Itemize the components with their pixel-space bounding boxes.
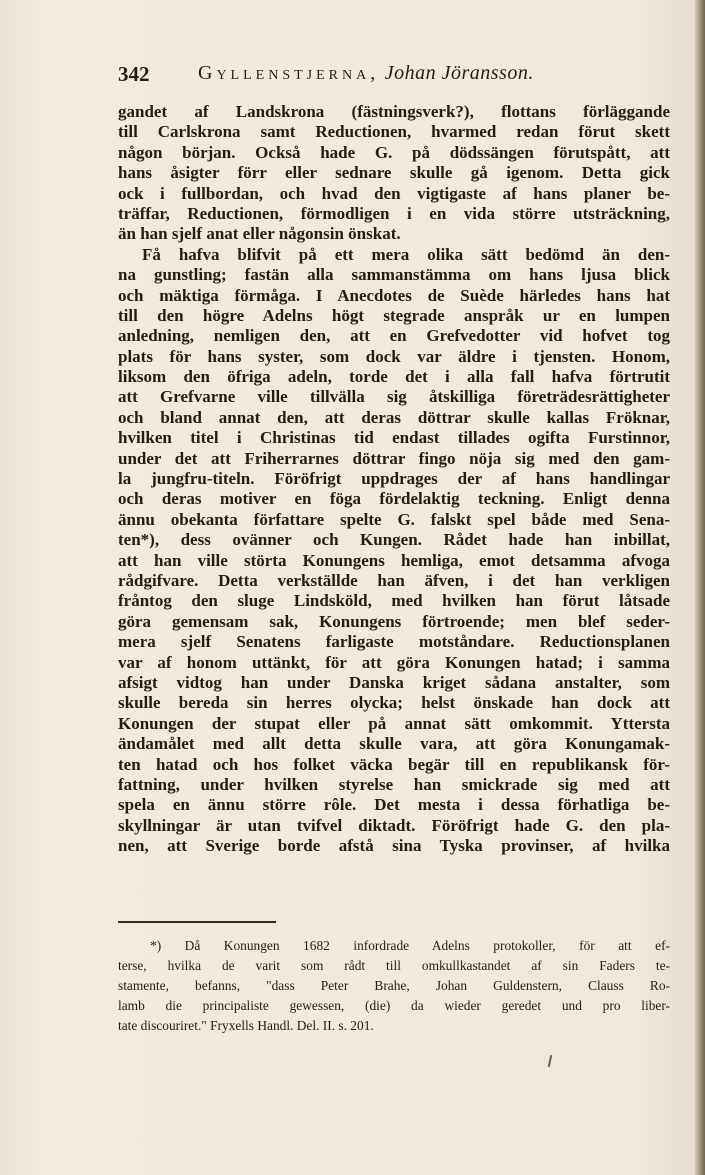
body-line: plats för hans syster, som dock var äldre i tjensten. Honom, xyxy=(118,346,670,366)
body-line: liksom den öfriga adeln, torde det i alla fall hafva förtrutit xyxy=(118,367,670,387)
body-line: Få hafva blifvit på ett mera olika sätt bedömd än den- xyxy=(142,244,670,264)
body-line: och deras motiver en föga fördelaktig teckning. Enligt denna xyxy=(118,489,670,509)
body-line: anledning, nemligen den, att en Grefvedotter vid hofvet tog xyxy=(118,326,670,346)
body-line: till Carlskrona samt Reductionen, hvarmed redan förut skett xyxy=(118,122,670,142)
running-title-given-name: Johan Jöransson. xyxy=(384,62,534,84)
body-line: träffar, Reductionen, förmodligen i en vida större utsträckning, xyxy=(118,203,670,223)
page-header xyxy=(118,62,673,90)
body-line: skyllningar är utan tvifvel diktadt. Föröfrigt hade G. den pla- xyxy=(118,815,670,835)
body-line: var af honom uttänkt, för att göra Konungen hatad; i samma xyxy=(118,652,670,672)
body-line: att han ville störta Konungens hemliga, emot detsamma afvoga xyxy=(118,550,670,570)
body-line: ten hatad och hos folket väcka begär till en republikansk för- xyxy=(118,754,670,774)
body-line: la jungfru-titeln. Föröfrigt uppdrages der af hans handlingar xyxy=(118,469,670,489)
page-number: 342 xyxy=(118,62,150,86)
footnote-line: tate discouriret." Fryxells Handl. Del. II. s. 201. xyxy=(118,1018,374,1033)
body-line: någon början. Också hade G. på dödssängen förutspått, att xyxy=(118,142,670,162)
body-line: ännu obekanta författare spelte G. falskt spel både med Sena- xyxy=(118,509,670,529)
body-line: ock i fullbordan, och hvad den vigtigaste af hans planer be- xyxy=(118,183,670,203)
body-text xyxy=(118,102,670,856)
body-line: ändamålet med allt detta skulle vara, att göra Konungamak- xyxy=(118,734,670,754)
footnote-rule xyxy=(118,921,276,923)
page-mark xyxy=(548,1055,552,1067)
running-title xyxy=(198,62,534,85)
body-line: spela en ännu större rôle. Det mesta i dessa förhatliga be- xyxy=(118,795,670,815)
body-line: nen, att Sverige borde afstå sina Tyska provinser, af hvilka xyxy=(118,836,670,856)
body-line: Konungen der stupat eller på annat sätt omkommit. Yttersta xyxy=(118,713,670,733)
body-line: fattning, under hvilken styrelse han smickrade sig med att xyxy=(118,774,670,794)
footnote-line: lamb die principaliste gewessen, (die) da wieder geredet und pro liber- xyxy=(118,998,670,1013)
body-line: rådgifvare. Detta verkställde han äfven, i det han verkligen xyxy=(118,570,670,590)
body-line: att Grefvarne ville tillvälla sig åtskilliga företrädesrättigheter xyxy=(118,387,670,407)
book-spine-edge xyxy=(695,0,705,1175)
body-line: än han sjelf anat eller någonsin önskat. xyxy=(118,224,401,244)
body-line: afsigt vidtog han under Danska kriget sådana anstalter, som xyxy=(118,672,670,692)
body-line: ten*), dess ovänner och Kungen. Rådet hade han inbillat, xyxy=(118,530,670,550)
body-line: mera sjelf Senatens farligaste motståndare. Reductionsplanen xyxy=(118,632,670,652)
body-line: hvilken titel i Christinas tid endast tillades ogifta Furstinnor, xyxy=(118,428,670,448)
body-line: gandet af Landskrona (fästningsverk?), flottans förläggande xyxy=(118,102,670,121)
body-line: under det att Friherrarnes döttrar fingo nöja sig med den gam- xyxy=(118,448,670,468)
body-line: fråntog den sluge Lindsköld, med hvilken han förut låtsade xyxy=(118,591,670,611)
body-line: hans åsigter förr eller sednare skulle gå igenom. Detta gick xyxy=(118,163,670,183)
running-title-name: Gyllenstjerna, xyxy=(198,62,380,84)
body-line: skulle bereda sin herres olycka; helst önskade han dock att xyxy=(118,693,670,713)
body-line: och bland annat den, att deras döttrar skulle kallas Fröknar, xyxy=(118,407,670,427)
body-line: och mäktiga förmåga. I Anecdotes de Suède härledes hans hat xyxy=(118,285,670,305)
footnote-line: terse, hvilka de varit som rådt till omkullkastandet af sin Faders te- xyxy=(118,958,670,973)
body-line: till den högre Adelns högt stegrade anspråk ur en lumpen xyxy=(118,305,670,325)
footnote xyxy=(118,936,670,1036)
footnote-line: stamente, befanns, "dass Peter Brahe, Johan Guldenstern, Clauss Ro- xyxy=(118,978,670,993)
body-line: na gunstling; fastän alla sammanstämma om hans ljusa blick xyxy=(118,265,670,285)
body-line: göra gemensam sak, Konungens förtroende; men blef seder- xyxy=(118,611,670,631)
footnote-line: *) Då Konungen 1682 infordrade Adelns protokoller, för att ef- xyxy=(150,938,670,953)
